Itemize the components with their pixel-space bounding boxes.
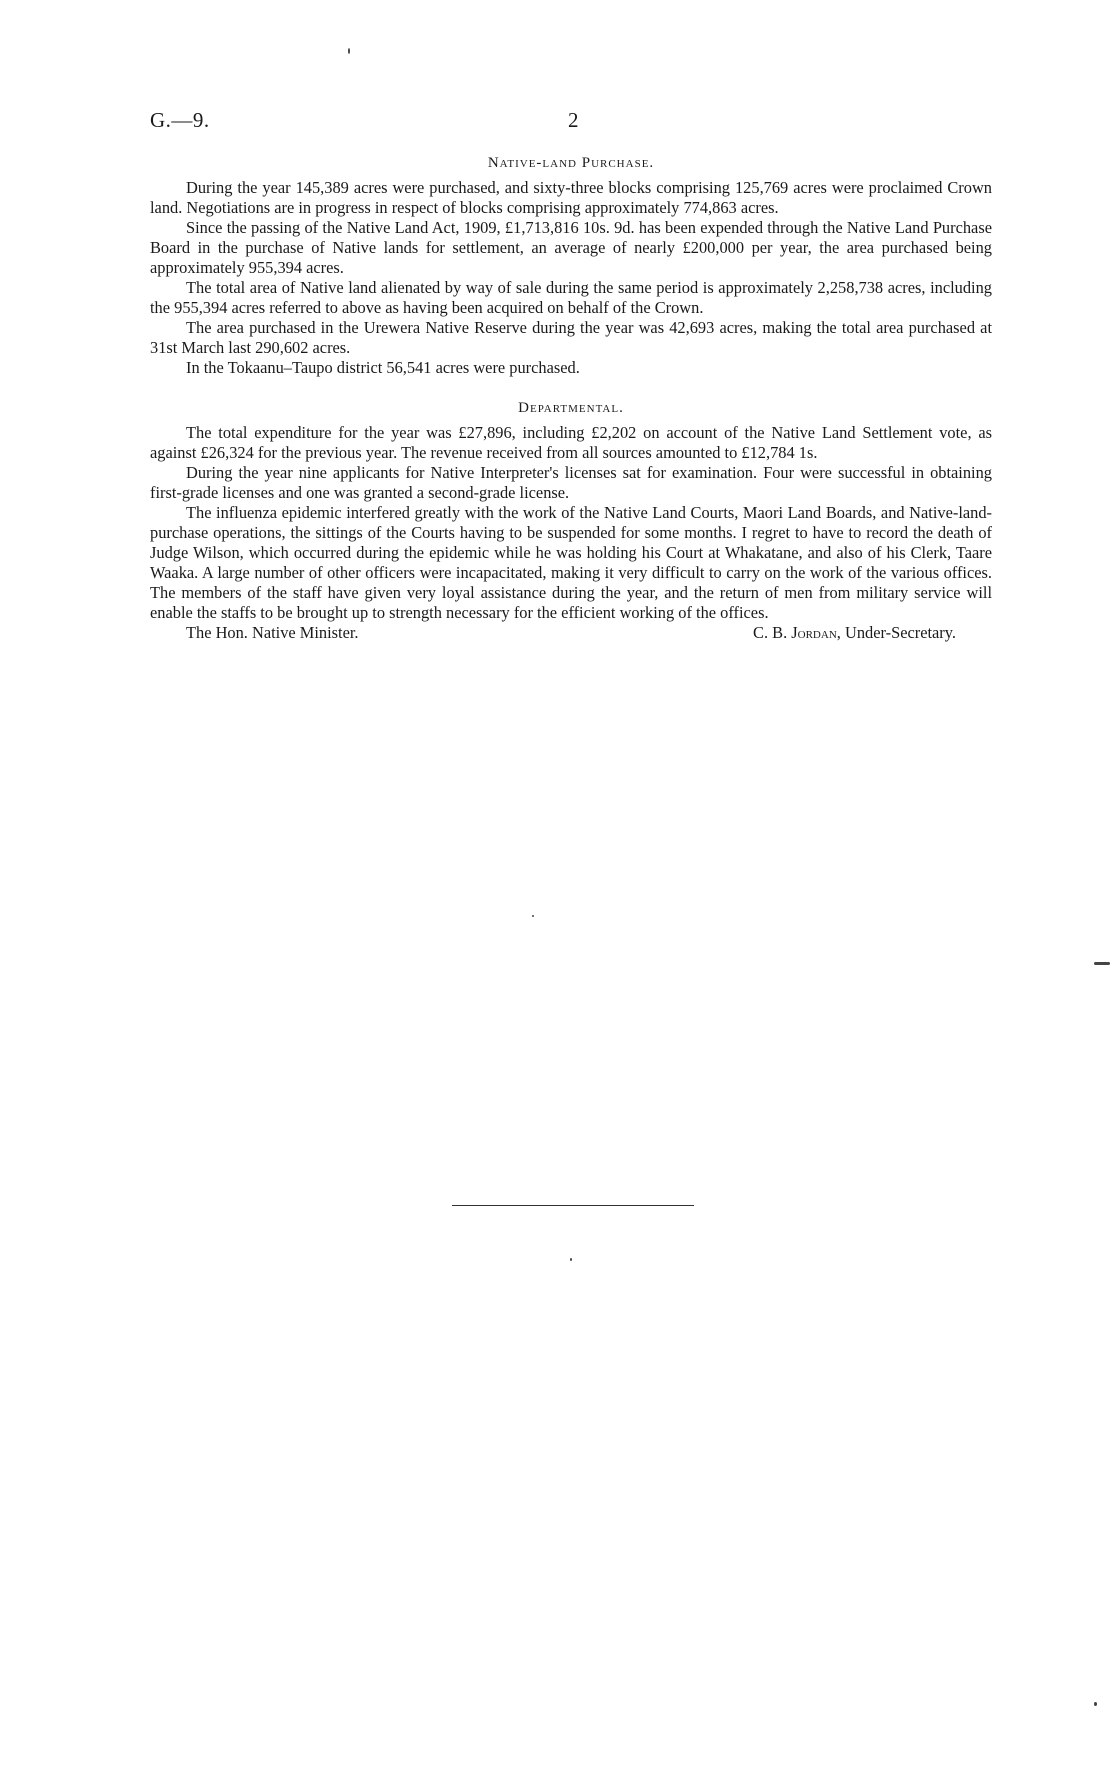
scan-speck [1094,1702,1097,1706]
paragraph: The total area of Native land alienated by way of sale during the same period is approximately 2,258,738 acres, including the 955,394 acres referred to above as having been acquired on behalf of the Crown. [150,278,992,317]
end-rule [452,1205,694,1206]
paragraph: Since the passing of the Native Land Act, 1909, £1,713,816 10s. 9d. has been expended through the Native Land Purchase Board in the purchase of Native lands for settlement, an average of nearly £200,000 per year, the area purchased being approximately 955,394 acres. [150,218,992,277]
section-heading: Native-land Purchase. [487,155,655,171]
scan-speck [1094,962,1110,965]
paragraph: The total expenditure for the year was £27,896, including £2,202 on account of the Native Land Settlement vote, as against £26,324 for the previous year. The revenue received from all sources amounted to £12,784 1s. [150,423,992,462]
signatory [753,623,956,643]
signatory-name: C. B. Jordan, [753,623,841,642]
scan-speck [570,1258,572,1261]
paragraph: The area purchased in the Urewera Native Reserve during the year was 42,693 acres, making the total area purchased at 31st March last 290,602 acres. [150,318,992,357]
closing-block [150,623,992,645]
paragraph: During the year nine applicants for Native Interpreter's licenses sat for examination. Four were successful in obtaining first-grade licenses and one was granted a second-grade license. [150,463,992,502]
paragraph: During the year 145,389 acres were purchased, and sixty-three blocks comprising 125,769 acres were proclaimed Crown land. Negotiations are in progress in respect of blocks comprising approximately 774,863 acres. [150,178,992,217]
scan-speck [532,915,534,917]
page-number: 2 [568,108,579,132]
section-native-land-purchase [150,155,992,378]
section-departmental [150,400,992,623]
section-heading: Departmental. [518,400,624,416]
signatory-title: Under-Secretary. [844,623,956,642]
document-body [150,155,992,645]
document-reference: G.—9. [150,108,210,132]
paragraph: In the Tokaanu–Taupo district 56,541 acres were purchased. [186,358,580,377]
paragraph: The influenza epidemic interfered greatly with the work of the Native Land Courts, Maori Land Boards, and Native-land-purchase operations, the sittings of the Courts having to be suspended for some months. I regret to have to record the death of Judge Wilson, which occurred during the epidemic while he was holding his Court at Whakatane, and also of his Clerk, Taare Waaka. A large number of other officers were incapacitated, making it very difficult to carry on the work of the various offices. The members of the staff have given very loyal assistance during the year, and the return of men from military service will enable the staffs to be brought up to strength necessary for the efficient working of the offices. [150,503,992,622]
scan-speck [348,48,350,54]
addressee: The Hon. Native Minister. [186,623,359,642]
page-header [150,108,990,138]
